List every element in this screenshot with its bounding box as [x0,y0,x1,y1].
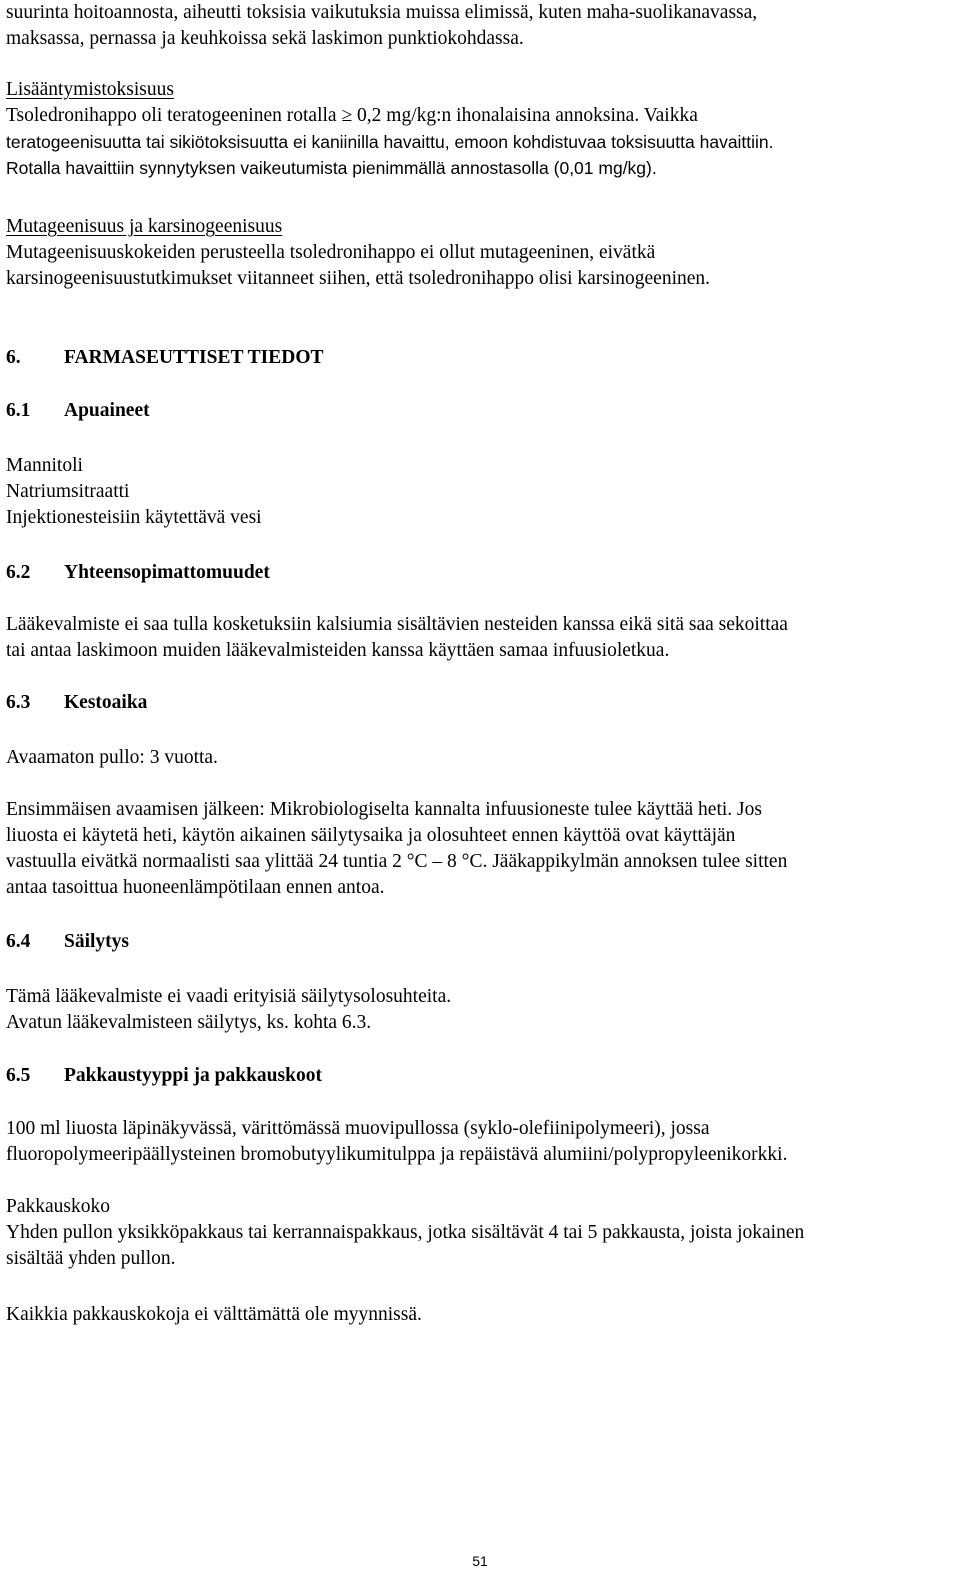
section-title: Apuaineet [64,400,150,421]
text-span: 0,2 mg/kg:n ihonalaisina annoksina. Vaikka [352,105,698,126]
subsection-title: Pakkauskoko [6,1196,110,1217]
text-line: Tämä lääkevalmiste ei vaadi erityisiä säilytysolosuhteita. [6,986,452,1007]
text-line: tai antaa laskimoon muiden lääkevalmisteiden kanssa käyttäen samaa infuusioletkua. [6,640,670,661]
text-line: fluoropolymeeripäällysteinen bromobutyylikumitulppa ja repäistävä alumiini/polypropyleenikorkki. [6,1144,788,1165]
section-6-1-heading [6,398,954,424]
text-line: Avatun lääkevalmisteen säilytys, ks. kohta 6.3. [6,1012,372,1033]
text-line [6,103,954,129]
text-line: Mutageenisuuskokeiden perusteella tsoledronihappo ei ollut mutageeninen, eivätkä [6,242,656,263]
section-number: 6. [6,347,21,368]
greater-equal-symbol: ≥ [341,105,353,126]
pack-size-paragraph [6,1194,954,1272]
intro-paragraph [6,0,954,52]
section-number: 6.3 [6,692,31,713]
text-line: karsinogeenisuustutkimukset viitanneet siihen, että tsoledronihappo olisi karsinogeeninen. [6,268,711,289]
section-6-heading [6,345,954,371]
section-6-5-heading [6,1063,954,1089]
section-title: Kestoaika [64,692,148,713]
section-title: FARMASEUTTISET TIEDOT [64,347,324,368]
text-line: sisältää yhden pullon. [6,1248,176,1269]
text-line: Ensimmäisen avaamisen jälkeen: Mikrobiologiselta kannalta infuusioneste tulee käyttää heti. Jos [6,799,762,820]
incompatibilities-paragraph [6,612,954,664]
text-line: 100 ml liuosta läpinäkyvässä, värittömässä muovipullossa (syklo-olefiinipolymeeri), jossa [6,1118,710,1139]
text-line: Avaamaton pullo: 3 vuotta. [6,747,218,768]
section-number: 6.1 [6,400,31,421]
text-line: Rotalla havaittiin synnytyksen vaikeutumista pienimmällä annostasolla (0,01 mg/kg). [6,158,657,178]
section-title: Yhteensopimattomuudet [64,562,270,583]
section-number: 6.2 [6,562,31,583]
container-paragraph [6,1116,954,1168]
section-title: Pakkaustyyppi ja pakkauskoot [64,1065,322,1086]
text-line: liuosta ei käytetä heti, käytön aikainen säilytysaika ja olosuhteet ennen käyttöä ovat käyttäjän [6,825,736,846]
text-line: teratogeenisuutta tai sikiötoksisuutta ei kaniinilla havaittu, emoon kohdistuvaa toksisuutta havaittiin. [6,132,774,152]
text-line: Yhden pullon yksikköpakkaus tai kerrannaispakkaus, jotka sisältävät 4 tai 5 pakkausta, joista jokainen [6,1222,805,1243]
section-number: 6.5 [6,1065,31,1086]
reproductive-toxicity-paragraph [6,77,954,181]
text-line: Kaikkia pakkauskokoja ei välttämättä ole myynnissä. [6,1304,422,1325]
section-title: Säilytys [64,931,130,952]
mutagenicity-paragraph [6,214,954,292]
subsection-title: Lisääntymistoksisuus [6,79,174,100]
pack-note [6,1302,954,1328]
list-item: Injektionesteisiin käytettävä vesi [6,507,262,528]
shelf-life-unopened [6,745,954,771]
text-line: antaa tasoittua huoneenlämpötilaan ennen antoa. [6,877,385,898]
shelf-life-opened-paragraph [6,797,954,901]
section-6-4-heading [6,929,954,955]
text-line: vastuulla eivätkä normaalisti saa ylittää 24 tuntia 2 °C – 8 °C. Jääkappikylmän annoksen tulee sitten [6,851,788,872]
list-item: Natriumsitraatti [6,481,130,502]
text-span: Tsoledronihappo oli teratogeeninen rotalla [6,105,342,126]
subsection-title: Mutageenisuus ja karsinogeenisuus [6,216,283,237]
section-number: 6.4 [6,931,31,952]
excipients-list [6,453,954,531]
text-line: maksassa, pernassa ja keuhkoissa sekä laskimon punktiokohdassa. [6,28,524,49]
list-item: Mannitoli [6,455,83,476]
text-line: Lääkevalmiste ei saa tulla kosketuksiin kalsiumia sisältävien nesteiden kanssa eikä sitä saa sekoittaa [6,614,788,635]
section-6-3-heading [6,690,954,716]
storage-paragraph [6,984,954,1036]
text-line: suurinta hoitoannosta, aiheutti toksisia vaikutuksia muissa elimissä, kuten maha-suolikanavassa, [6,2,758,23]
page-number: 51 [472,1553,488,1569]
section-6-2-heading [6,560,954,586]
